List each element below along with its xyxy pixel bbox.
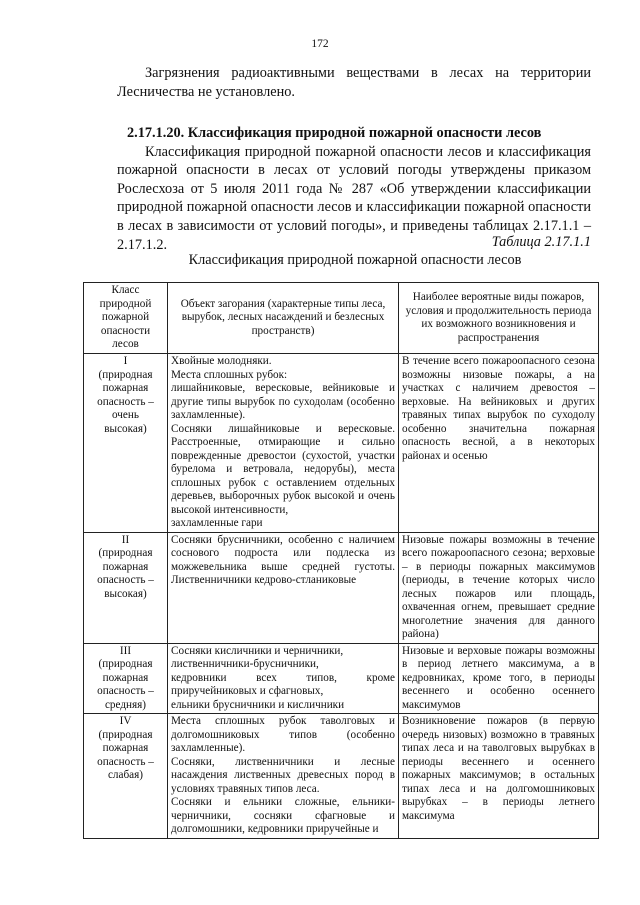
table-row	[84, 643, 599, 714]
cell-object-line: лиственничники-брусничники,	[171, 658, 319, 670]
cell-class-line: опасность –	[97, 574, 154, 586]
table-row	[84, 714, 599, 839]
cell-object-line: Места сплошных рубок:	[171, 368, 288, 381]
cell-object-line: лишайниковые, вересковые, вейниковые и другие типы вырубок по суходолам (особенно захламленные).	[171, 382, 395, 421]
cell-object	[168, 532, 399, 643]
section-title: 2.17.1.20. Классификация природной пожарной опасности лесов	[127, 125, 542, 141]
cell-object-line: Сосняки лишайниковые и вересковые. Расстроенные, отмирающие и сильно поврежденные древостои (сухостой, участки бурелома и ветровала, недорубы), места сплошных рубок с оставлением отдельных деревьев, выборочных рубок высокой и очень высокой интенсивности,	[171, 422, 395, 516]
cell-class-line: пожарная	[102, 560, 149, 573]
cell-object-line: кедровники всех типов, кроме приручейниковых и сфагновых,	[171, 671, 395, 697]
cell-class-line: опасность –	[97, 755, 154, 768]
table-label: Таблица 2.17.1.1	[491, 234, 591, 250]
cell-object-line: Хвойные молодняки.	[171, 355, 272, 367]
cell-class-line: пожарная	[102, 742, 149, 754]
cell-object-line: Сосняки брусничники, особенно с наличием соснового подроста или подлеска из можжевельника выше средней густоты. Лиственничники кедрово-стланиковые	[171, 533, 395, 586]
cell-types: В течение всего пожароопасного сезона возможны низовые пожары, а на участках с наличием древостоя – верховые. На вейниковых и других травяных типах вырубок по суходолу особенно значительна пожарная опасность весной, а в некоторых районах и осенью	[399, 354, 599, 533]
cell-class-line: (природная	[98, 728, 153, 741]
cell-class-line: высокая)	[104, 422, 147, 435]
intro-block	[117, 64, 591, 101]
table-row	[84, 532, 599, 643]
cell-class-line: высокая)	[104, 587, 147, 600]
cell-class	[84, 714, 168, 839]
cell-types: Низовые пожары возможны в течение всего пожароопасного сезона; верховые – в периоды пожарных максимумов (периоды, в течение которых число лесных пожаров или площадь, охваченная огнем, превышает средние многолетние значения для данного района)	[399, 532, 599, 643]
cell-class-line: (природная	[98, 368, 153, 381]
cell-object-line: захламленные гари	[171, 517, 263, 529]
cell-class-line: II	[121, 533, 130, 546]
cell-types: Низовые и верховые пожары возможны в период летнего максимума, а в кедровниках, кроме того, в периоды весеннего и особенно осеннего максимумов	[399, 643, 599, 714]
table-body	[84, 354, 599, 839]
cell-class-line: пожарная	[102, 382, 149, 394]
cell-class-line: опасность –	[97, 685, 154, 697]
cell-class	[84, 643, 168, 714]
cell-object-line: Сосняки кисличники и черничники,	[171, 644, 344, 657]
cell-object-line: ельники брусничники и кисличники	[171, 698, 345, 711]
table-row	[84, 354, 599, 533]
cell-object-line: Сосняки, лиственничники и лесные насаждения лиственных древесных пород в условиях травяных типов леса.	[171, 755, 395, 795]
cell-class-line: опасность –	[97, 395, 154, 408]
page-number: 172	[311, 38, 329, 50]
fire-danger-table	[83, 282, 599, 839]
cell-class-line: (природная	[98, 658, 153, 670]
header-class: Класс природной пожарной опасности лесов	[84, 283, 168, 354]
cell-class-line: средняя)	[104, 698, 147, 711]
cell-object	[168, 714, 399, 839]
cell-class-line: I	[123, 355, 128, 367]
cell-object	[168, 354, 399, 533]
table-title: Классификация природной пожарной опасности лесов	[188, 252, 522, 268]
cell-class-line: пожарная	[102, 671, 149, 684]
cell-class-line: слабая)	[107, 769, 144, 781]
cell-class-line: очень	[112, 409, 139, 421]
cell-class-line: (природная	[98, 547, 153, 559]
header-types: Наиболее вероятные виды пожаров, условия и продолжительность периода их возможного возникновения и распространения	[399, 283, 599, 354]
cell-object-line: Сосняки и ельники сложные, ельники-черничники, сосняки сфагновые и долгомошники, кедровники приручейные и	[171, 796, 395, 835]
cell-class-line: III	[119, 644, 132, 657]
cell-class-line: IV	[119, 715, 132, 727]
cell-class	[84, 532, 168, 643]
cell-object	[168, 643, 399, 714]
cell-class	[84, 354, 168, 533]
section-body: Классификация природной пожарной опасности лесов и классификация пожарной опасности в лесах от условий погоды утверждены приказом Рослесхоза от 5 июля 2011 года № 287 «Об утверждении классификации природной пожарной опасности лесов и классификации пожарной опасности в лесах в зависимости от условий погоды», и приведены таблицах 2.17.1.1 – 2.17.1.2.	[117, 143, 591, 253]
table-header-row	[84, 283, 599, 354]
cell-object-line: Места сплошных рубок таволговых и долгомошниковых типов (особенно захламленные).	[171, 715, 395, 754]
intro-paragraph: Загрязнения радиоактивными веществами в лесах на территории Лесничества не установлено.	[117, 65, 591, 100]
cell-types: Возникновение пожаров (в первую очередь низовых) возможно в травяных типах леса и на таволговых вырубках в периоды весеннего и осеннего пожарных максимумов; в остальных типах леса и на долгомошниковых вырубках – в периоды летнего максимума	[399, 714, 599, 839]
header-object: Объект загорания (характерные типы леса, вырубок, лесных насаждений и безлесных пространств)	[168, 283, 399, 354]
